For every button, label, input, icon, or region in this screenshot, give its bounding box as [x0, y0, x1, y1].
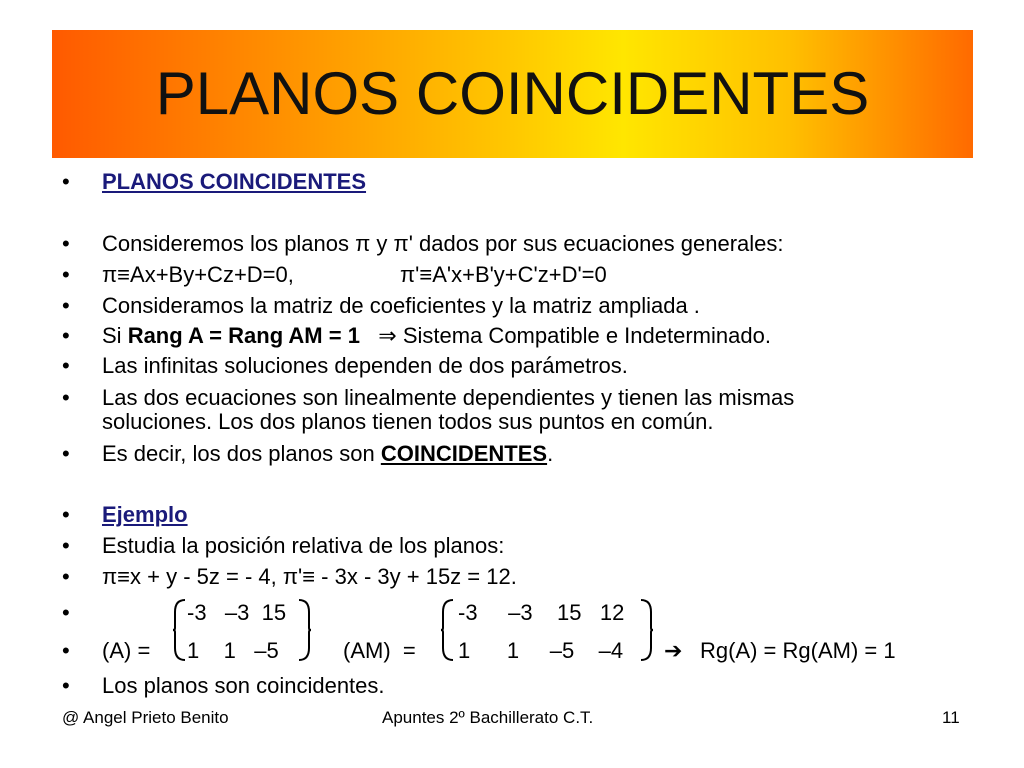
rank-bold: Rang A = Rang AM = 1: [127, 323, 360, 348]
bullet-marker: •: [62, 600, 70, 625]
matrix-am-row-1: -3 –3 15 12: [458, 600, 625, 625]
conclusion-keyword: COINCIDENTES: [380, 441, 548, 466]
bullet-marker: •: [62, 385, 70, 410]
bullet-text: Las dos ecuaciones son linealmente dependientes y tienen las mismas: [102, 385, 795, 410]
example-heading: [102, 502, 188, 528]
bullet-marker: •: [62, 441, 70, 466]
matrix-a-label: (A) =: [102, 638, 151, 663]
bullet-marker: •: [62, 262, 70, 287]
bullet-text: Estudia la posición relativa de los planos:: [102, 533, 505, 558]
bullet-marker: •: [62, 323, 70, 348]
rank-condition: [102, 323, 771, 349]
rank-result: Rg(A) = Rg(AM) = 1: [700, 638, 896, 663]
matrix-am-left-bracket: [440, 598, 456, 662]
page-title: PLANOS COINCIDENTES: [155, 60, 870, 127]
bullet-marker: •: [62, 169, 70, 194]
bullet-marker: •: [62, 533, 70, 558]
rank-suffix: Sistema Compatible e Indeterminado.: [396, 323, 771, 348]
example-heading-text: Ejemplo: [102, 502, 188, 527]
arrow-right-icon: ➔: [664, 638, 683, 663]
bullet-text: Consideremos los planos π y π' dados por sus ecuaciones generales:: [102, 231, 784, 256]
conclusion-prefix: Es decir, los dos planos son: [102, 441, 381, 466]
matrix-am-right-bracket: [638, 598, 654, 662]
matrix-a-row-1: -3 –3 15: [187, 600, 287, 625]
implies-icon: ⇒: [378, 323, 397, 348]
heading-text: PLANOS COINCIDENTES: [102, 169, 367, 194]
conclusion-line: [102, 441, 553, 467]
title-banner: [52, 30, 973, 158]
bullet-marker: •: [62, 353, 70, 378]
rank-prefix: Si: [102, 323, 128, 348]
final-conclusion: Los planos son coincidentes.: [102, 673, 385, 698]
bullet-marker: •: [62, 293, 70, 318]
page-number: 11: [942, 708, 960, 727]
bullet-marker: •: [62, 231, 70, 256]
example-equations: π≡x + y - 5z = - 4, π'≡ - 3x - 3y + 15z = 12.: [102, 564, 517, 589]
equation-pi: π≡Ax+By+Cz+D=0,: [102, 262, 294, 287]
matrix-a-left-bracket: [172, 598, 188, 662]
bullet-marker: •: [62, 673, 70, 698]
bullet-marker: •: [62, 502, 70, 527]
matrix-am-label: (AM) =: [343, 638, 416, 663]
bullet-text-continued: soluciones. Los dos planos tienen todos sus puntos en común.: [102, 409, 714, 434]
section-heading: [102, 169, 366, 195]
equation-pi-prime: π'≡A'x+B'y+C'z+D'=0: [400, 262, 607, 287]
matrix-a-row-2: 1 1 –5: [187, 638, 279, 663]
bullet-marker: •: [62, 638, 70, 663]
conclusion-suffix: .: [547, 441, 554, 466]
bullet-text: Las infinitas soluciones dependen de dos parámetros.: [102, 353, 628, 378]
matrix-am-row-2: 1 1 –5 –4: [458, 638, 624, 663]
bullet-marker: •: [62, 564, 70, 589]
bullet-text: Consideramos la matriz de coeficientes y la matriz ampliada .: [102, 293, 700, 318]
footer-course: Apuntes 2º Bachillerato C.T.: [382, 708, 594, 727]
matrix-a-right-bracket: [296, 598, 312, 662]
footer-author: @ Angel Prieto Benito: [62, 708, 229, 727]
